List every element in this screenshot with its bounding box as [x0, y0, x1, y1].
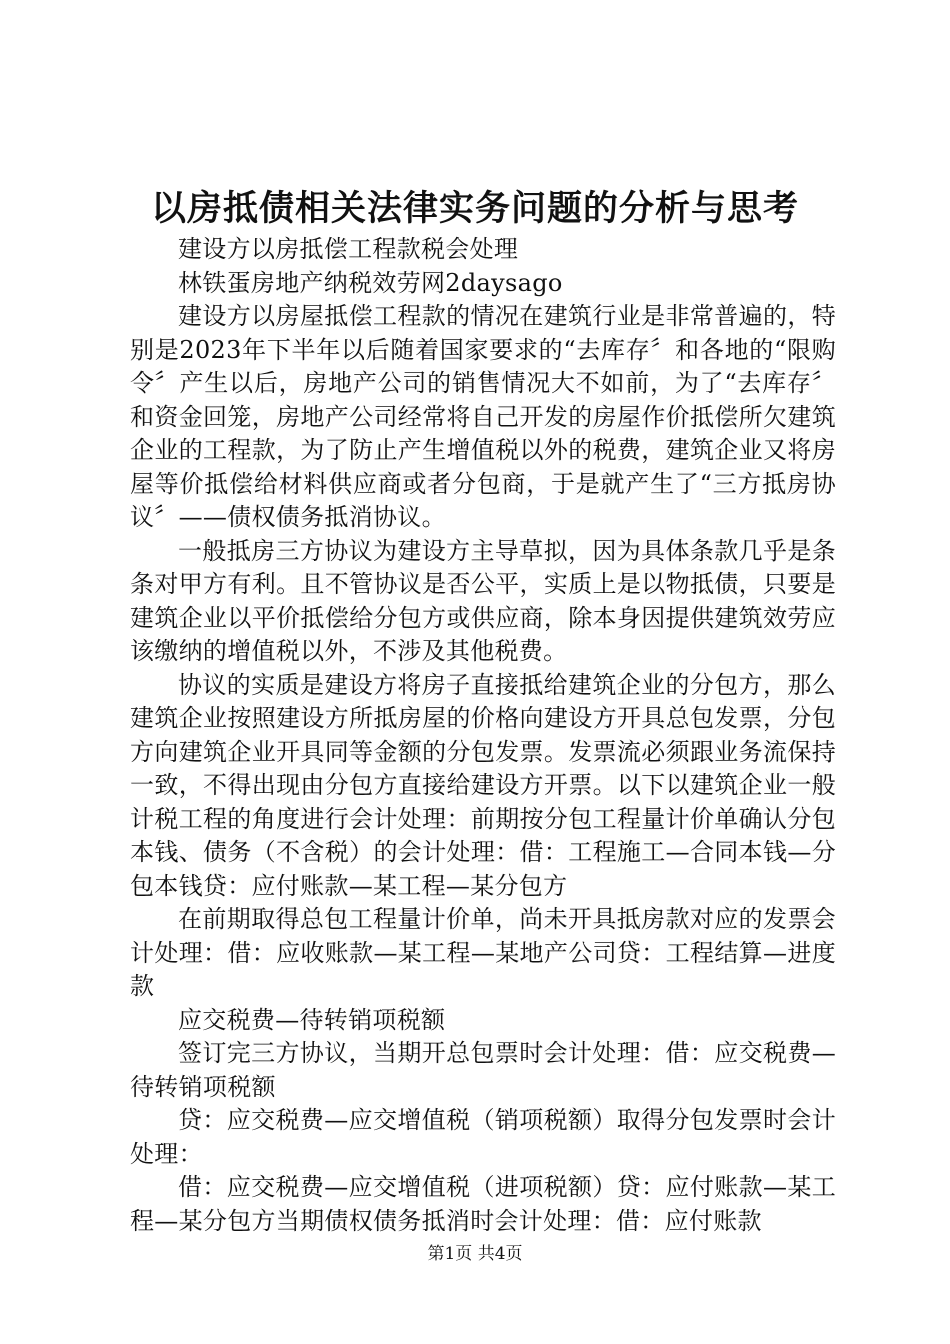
paragraph: 建设方以房屋抵偿工程款的情况在建筑行业是非常普遍的，特别是2023年下半年以后随着国家要求的“去库存〞和各地的“限购令〞产生以后，房地产公司的销售情况大不如前，为了“去库存〞和资金回笼，房地产公司经常将自己开发的房屋作价抵偿所欠建筑企业的工程款，为了防止产生增值税以外的税费，建筑企业又将房屋等价抵偿给材料供应商或者分包商，于是就产生了“三方抵房协议〞——债权债务抵消协议。 [130, 302, 836, 531]
paragraph: 在前期取得总包工程量计价单，尚未开具抵房款对应的发票会计处理：借：应收账款—某工程—某地产公司贷：工程结算—进度款 [130, 905, 836, 1000]
document-body [130, 233, 836, 1238]
paragraph: 应交税费—待转销项税额 [178, 1005, 446, 1034]
paragraph: 贷：应交税费—应交增值税（销项税额）取得分包发票时会计处理： [130, 1106, 836, 1168]
page-footer: 第1页 共4页 [427, 1244, 523, 1264]
paragraph: 借：应交税费—应交增值税（进项税额）贷：应付账款—某工程—某分包方当期债权债务抵消时会计处理：借：应付账款 [130, 1173, 836, 1235]
document-title: 以房抵债相关法律实务问题的分析与思考 [150, 188, 799, 229]
paragraph: 建设方以房抵偿工程款税会处理 [178, 235, 519, 263]
paragraph: 一般抵房三方协议为建设方主导草拟，因为具体条款几乎是条条对甲方有利。且不管协议是否公平，实质上是以物抵债，只要是建筑企业以平价抵偿给分包方或供应商，除本身因提供建筑效劳应该缴纳的增值税以外，不涉及其他税费。 [130, 536, 836, 665]
paragraph: 林铁蛋房地产纳税效劳网2daysago [178, 268, 563, 297]
paragraph: 协议的实质是建设方将房子直接抵给建筑企业的分包方，那么建筑企业按照建设方所抵房屋的价格向建设方开具总包发票，分包方向建筑企业开具同等金额的分包发票。发票流必须跟业务流保持一致，不得出现由分包方直接给建设方开票。以下以建筑企业一般计税工程的角度进行会计处理：前期按分包工程量计价单确认分包本钱、债务（不含税）的会计处理：借：工程施工—合同本钱—分包本钱贷：应付账款—某工程—某分包方 [130, 670, 836, 900]
paragraph: 签订完三方协议，当期开总包票时会计处理：借：应交税费—待转销项税额 [130, 1039, 836, 1101]
